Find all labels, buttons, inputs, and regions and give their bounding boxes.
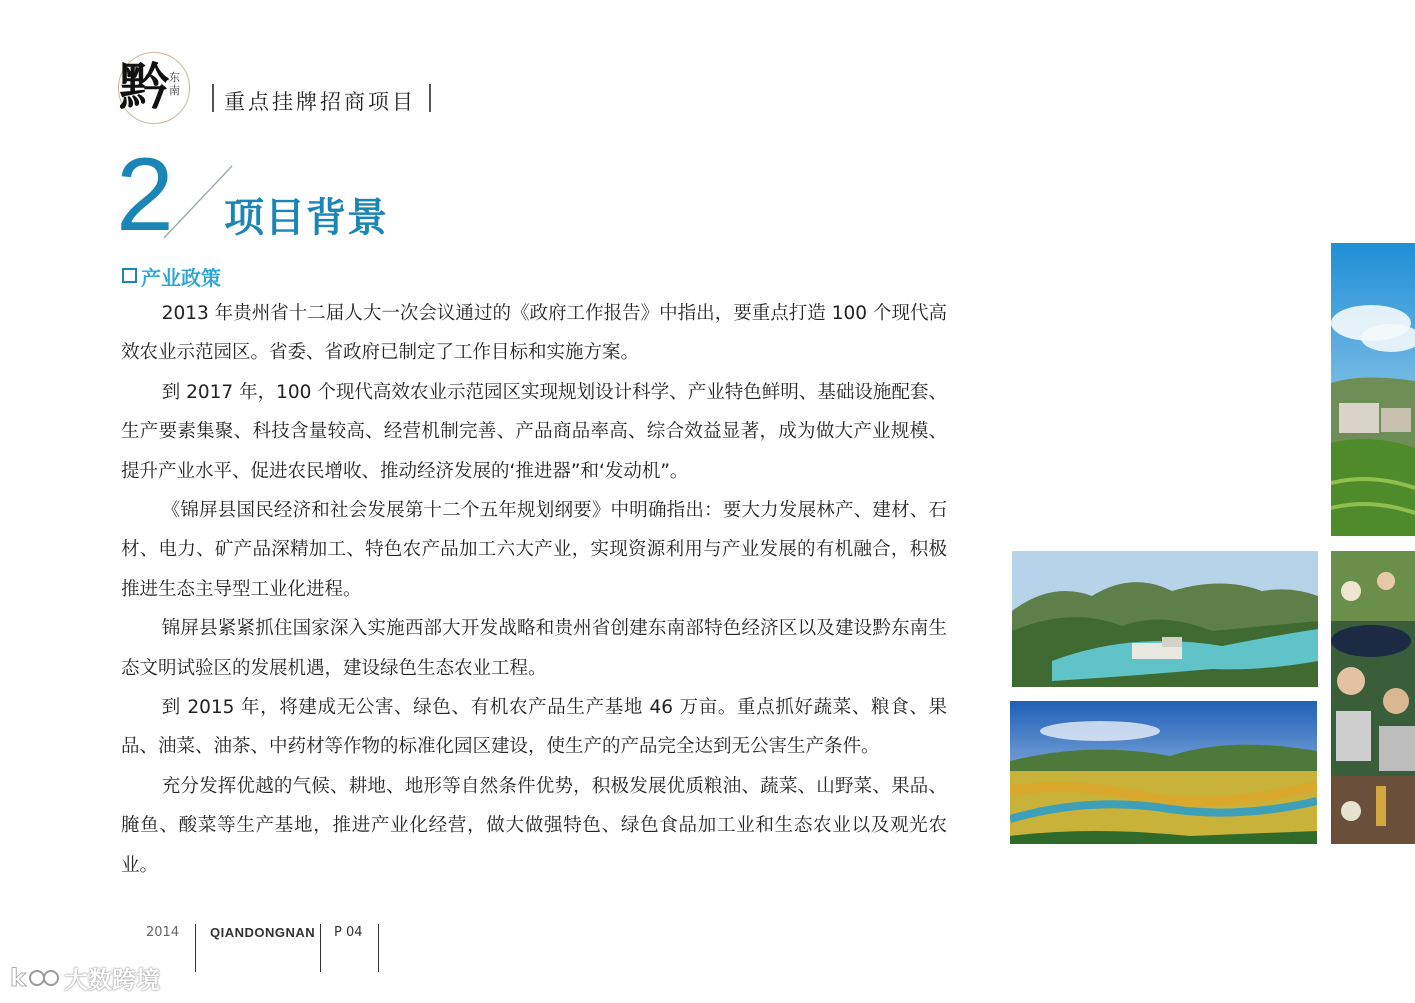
header-divider-right	[429, 84, 431, 112]
slash-divider	[160, 160, 234, 240]
section-title: 项目背景	[224, 195, 388, 241]
checkbox-square-icon	[122, 268, 137, 283]
paragraph: 《锦屏县国民经济和社会发展第十二个五年规划纲要》中明确指出：要大力发展林产、建材、石材、电力、矿产品深精加工、特色农产品加工六大产业，实现资源利用与产业发展的有机融合，积极推进生态主导型工业化进程。	[121, 500, 947, 600]
section-number: 2	[116, 137, 174, 253]
header-divider-left	[212, 84, 214, 112]
reservoir-dam-photo	[1012, 551, 1318, 687]
watermark-logo-icon	[10, 960, 62, 994]
header-title: 重点挂牌招商项目	[224, 90, 416, 114]
footer-page-number: P 04	[334, 925, 363, 940]
svg-text:k: k	[10, 964, 26, 992]
footer-divider	[195, 924, 196, 972]
body-text	[121, 294, 947, 885]
footer-divider	[320, 924, 321, 972]
subsection-title: 产业政策	[141, 266, 221, 290]
paragraph: 到 2017 年，100 个现代高效农业示范园区实现规划设计科学、产业特色鲜明、基础设施配套、生产要素集聚、科技含量较高、经营机制完善、产品商品率高、综合效益显著，成为做大产业规模、提升产业水平、促进农民增收、推动经济发展的‘推进器”和‘发动机”。	[121, 381, 947, 482]
paragraph: 2013 年贵州省十二届人大一次会议通过的《政府工作报告》中指出，要重点打造 100 个现代高效农业示范园区。省委、省政府已制定了工作目标和实施方案。	[121, 303, 947, 364]
footer-year: 2014	[146, 925, 180, 940]
brand-logo	[118, 52, 190, 124]
footer-brand: QIANDONGNAN	[210, 925, 316, 940]
watermark-text: 大数跨境	[64, 966, 160, 994]
miao-festival-photo	[1331, 551, 1415, 844]
rice-field-valley-photo	[1010, 701, 1317, 844]
paragraph: 锦屏县紧紧抓住国家深入实施西部大开发战略和贵州省创建东南部特色经济区以及建设黔东南生态文明试验区的发展机遇，建设绿色生态农业工程。	[121, 618, 947, 679]
village-terraces-photo	[1331, 243, 1415, 536]
paragraph: 充分发挥优越的气候、耕地、地形等自然条件优势，积极发展优质粮油、蔬菜、山野菜、果品、腌鱼、酸菜等生产基地，推进产业化经营，做大做强特色、绿色食品加工业和生态农业以及观光农业。	[121, 775, 947, 876]
paragraph: 到 2015 年，将建成无公害、绿色、有机农产品生产基地 46 万亩。重点抓好蔬菜、粮食、果品、油菜、油茶、中药材等作物的标准化园区建设，使生产的产品完全达到无公害生产条件。	[121, 697, 947, 758]
logo-character: 黔	[119, 57, 169, 116]
logo-subtitle: 东南	[169, 71, 180, 97]
footer-divider	[378, 924, 379, 972]
